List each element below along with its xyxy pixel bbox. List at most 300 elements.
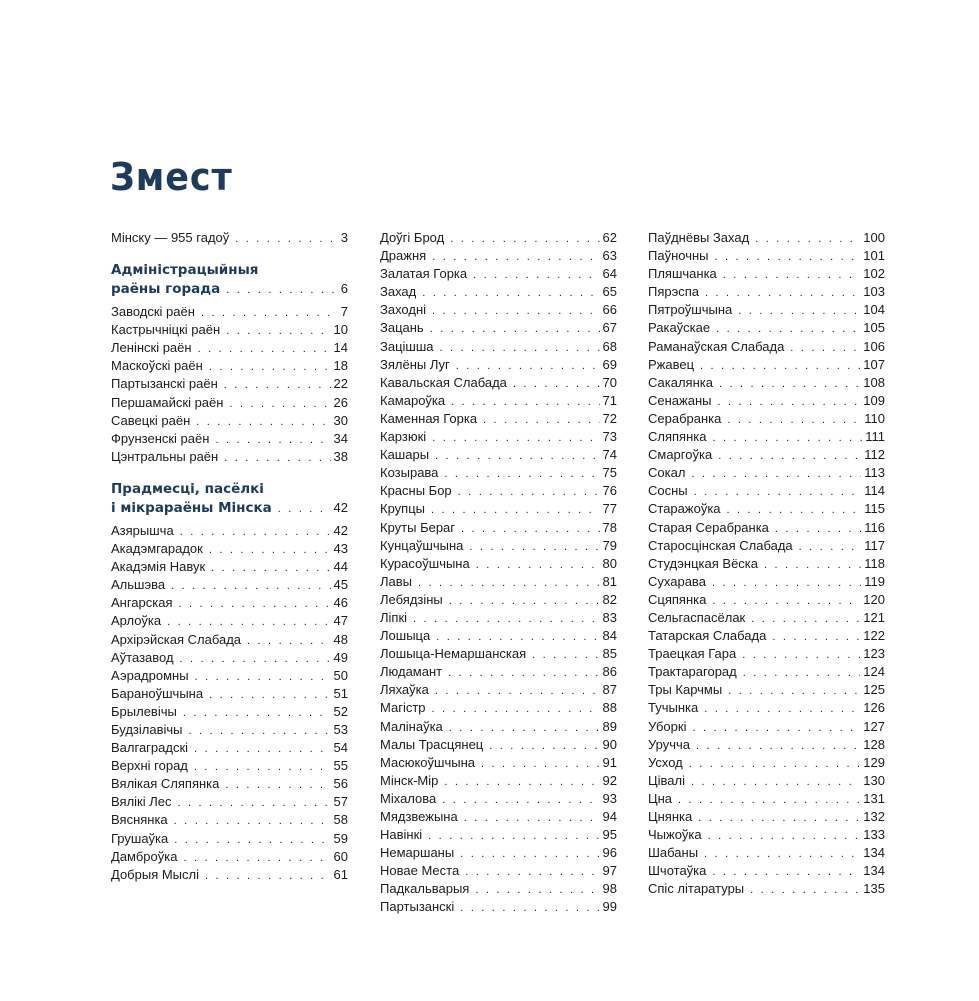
dot-leader [743, 664, 861, 682]
toc-entry-label: Магістр [380, 700, 426, 716]
dot-leader [692, 719, 860, 737]
dot-leader [712, 574, 861, 592]
toc-entry-label: Кашары [380, 447, 430, 463]
dot-leader [700, 357, 860, 375]
toc-entry[interactable] [111, 430, 348, 448]
dot-leader [194, 758, 331, 776]
toc-entry-page: 64 [602, 266, 617, 282]
toc-entry-label: Шчотаўка [648, 863, 707, 879]
toc-entry-label: Архірэйская Слабада [111, 631, 242, 647]
toc-entry[interactable] [380, 265, 617, 283]
toc-entry[interactable] [380, 627, 617, 645]
toc-entry[interactable] [648, 428, 885, 446]
toc-entry[interactable] [380, 464, 617, 482]
dot-leader [728, 682, 860, 700]
toc-entry[interactable] [648, 283, 885, 301]
page-title: Змест [110, 155, 233, 199]
toc-entry[interactable] [648, 555, 885, 573]
dot-leader [689, 755, 861, 773]
toc-entry[interactable] [380, 392, 617, 410]
section-heading-line2[interactable] [111, 499, 348, 518]
dot-leader [704, 700, 860, 718]
toc-entry-page: 123 [863, 646, 885, 662]
toc-entry[interactable] [111, 793, 348, 811]
toc-entry-page: 90 [602, 736, 617, 752]
toc-entry[interactable] [648, 464, 885, 482]
dot-leader [194, 740, 330, 758]
toc-entry-label: Будзілавічы [111, 721, 183, 737]
dot-leader [705, 284, 860, 302]
dot-leader [473, 266, 599, 284]
toc-entry[interactable] [380, 356, 617, 374]
dot-leader [751, 610, 860, 628]
toc-entry[interactable] [111, 848, 348, 866]
toc-entry[interactable] [648, 754, 885, 772]
toc-entry[interactable] [648, 301, 885, 319]
toc-entry-page: 53 [333, 721, 348, 737]
toc-entry[interactable] [111, 811, 348, 829]
toc-entry[interactable] [648, 591, 885, 609]
toc-entry[interactable] [648, 663, 885, 681]
toc-entry-page: 83 [602, 609, 617, 625]
toc-entry-label: Лошыца-Немаршанская [380, 646, 527, 662]
toc-entry-page: 50 [333, 667, 348, 683]
toc-entry-label: Захад [380, 284, 417, 300]
toc-entry-label: Чыжоўка [648, 827, 702, 843]
toc-entry-label: Азярышча [111, 522, 174, 538]
toc-entry-label: Партызанскі раён [111, 376, 218, 392]
dot-leader [226, 322, 330, 340]
toc-entry-page: 38 [333, 448, 348, 464]
toc-entry[interactable] [648, 319, 885, 337]
toc-entry[interactable] [380, 699, 617, 717]
toc-entry[interactable] [111, 558, 348, 576]
toc-entry-label: Партызанскі [380, 899, 455, 915]
dot-leader [460, 899, 599, 917]
toc-entry-label: Кастрычніцкі раён [111, 322, 221, 338]
toc-entry-page: 84 [602, 628, 617, 644]
toc-entry[interactable] [648, 790, 885, 808]
toc-entry[interactable] [111, 229, 348, 247]
toc-entry[interactable] [380, 591, 617, 609]
toc-entry-page: 97 [602, 863, 617, 879]
toc-entry[interactable] [380, 428, 617, 446]
toc-entry[interactable] [648, 374, 885, 392]
section-heading-line2[interactable] [111, 280, 348, 299]
toc-entry[interactable] [648, 736, 885, 754]
toc-entry-page: 126 [863, 700, 885, 716]
toc-entry-label: Студэнцкая Вёска [648, 555, 759, 571]
dot-leader [440, 339, 600, 357]
toc-entry[interactable] [648, 519, 885, 537]
dot-leader [435, 447, 599, 465]
dot-leader [723, 266, 861, 284]
toc-entry[interactable] [648, 356, 885, 374]
toc-entry-label: Грушаўка [111, 830, 169, 846]
toc-entry-label: Кунцаўшчына [380, 537, 464, 553]
dot-leader [174, 831, 330, 849]
toc-entry[interactable] [380, 898, 617, 916]
toc-entry[interactable] [111, 303, 348, 321]
toc-entry[interactable] [648, 681, 885, 699]
toc-entry[interactable] [111, 339, 348, 357]
toc-entry-page: 51 [333, 685, 348, 701]
toc-entry-label: Дамброўка [111, 848, 178, 864]
toc-entry[interactable] [648, 573, 885, 591]
toc-entry-page: 131 [863, 790, 885, 806]
toc-entry-label: Падкальварыя [380, 881, 470, 897]
dot-leader [742, 646, 860, 664]
toc-entry[interactable] [648, 772, 885, 790]
toc-entry[interactable] [380, 718, 617, 736]
toc-entry-page: 42 [333, 522, 348, 538]
toc-entry[interactable] [380, 880, 617, 898]
toc-entry-label: Альшэва [111, 577, 166, 593]
toc-entry-page: 116 [864, 519, 885, 535]
toc-entry[interactable] [380, 319, 617, 337]
dot-leader [727, 411, 861, 429]
dot-leader [247, 632, 331, 650]
toc-section-districts [111, 261, 348, 299]
dot-leader [432, 429, 599, 447]
toc-entry-page: 52 [333, 703, 348, 719]
toc-entry-page: 134 [863, 863, 885, 879]
toc-entry[interactable] [111, 703, 348, 721]
toc-entry-page: 73 [602, 429, 617, 445]
toc-entry-label: Новае Места [380, 863, 460, 879]
dot-leader [209, 358, 331, 376]
toc-entry-page: 92 [602, 772, 617, 788]
toc-entry-label: Курасоўшчына [380, 555, 470, 571]
toc-entry-page: 76 [602, 483, 617, 499]
toc-entry[interactable] [380, 374, 617, 392]
toc-entry-label: Людамант [380, 664, 443, 680]
toc-entry-page: 71 [602, 392, 617, 408]
toc-entry-page: 87 [602, 682, 617, 698]
dot-leader [461, 520, 600, 538]
toc-entry-label: Ляхаўка [380, 682, 429, 698]
toc-entry-page: 3 [340, 230, 348, 245]
toc-entry[interactable] [111, 667, 348, 685]
toc-entry[interactable] [380, 283, 617, 301]
toc-entry-label: Пярэспа [648, 284, 700, 300]
dot-leader [772, 628, 860, 646]
toc-entry[interactable] [380, 229, 617, 247]
toc-entry[interactable] [648, 880, 885, 898]
toc-entry-page: 58 [333, 812, 348, 828]
dot-leader [171, 577, 330, 595]
toc-entry-page: 18 [333, 358, 348, 374]
section-heading-line1[interactable]: Прадмесці, пасёлкі [111, 480, 264, 497]
toc-entry[interactable] [111, 357, 348, 375]
toc-entry-page: 45 [333, 577, 348, 593]
toc-entry[interactable] [380, 772, 617, 790]
dot-leader [178, 794, 331, 812]
toc-entry-page: 62 [602, 230, 617, 245]
toc-entry[interactable] [380, 446, 617, 464]
toc-entry-label: Малы Трасцянец [380, 736, 484, 752]
toc-entry-label: Камароўка [380, 392, 446, 408]
toc-entry[interactable] [648, 808, 885, 826]
toc-entry-label: Серабранка [648, 410, 722, 426]
toc-entry-page: 111 [865, 429, 885, 445]
toc-entry-page: 119 [864, 573, 885, 589]
dot-leader [431, 501, 600, 519]
toc-entry-page: 91 [602, 754, 617, 770]
toc-entry[interactable] [648, 446, 885, 464]
toc-entry[interactable] [380, 681, 617, 699]
toc-entry-label: Лошыца [380, 628, 431, 644]
toc-entry-label: Ленінскі раён [111, 340, 192, 356]
dot-leader [183, 704, 331, 722]
toc-entry-label: Ржавец [648, 356, 695, 372]
toc-entry[interactable] [380, 844, 617, 862]
toc-entry[interactable] [648, 482, 885, 500]
toc-entry-label: Траецкая Гара [648, 646, 737, 662]
toc-entry[interactable] [380, 826, 617, 844]
toc-entry-page: 48 [333, 631, 348, 647]
toc-entry-page: 74 [602, 447, 617, 463]
toc-entry[interactable] [111, 775, 348, 793]
toc-entry[interactable] [380, 555, 617, 573]
toc-entry[interactable] [648, 229, 885, 247]
dot-leader [712, 429, 862, 447]
toc-entry-label: Валгаградскі [111, 740, 189, 756]
dot-leader [755, 230, 860, 248]
dot-leader [719, 375, 860, 393]
toc-entry[interactable] [648, 844, 885, 862]
toc-entry-page: 115 [864, 501, 885, 517]
toc-entry-label: Доўгі Брод [380, 230, 445, 245]
toc-entry[interactable] [111, 448, 348, 466]
toc-entry[interactable] [111, 631, 348, 649]
toc-entry[interactable] [648, 338, 885, 356]
toc-entry-label: Пляшчанка [648, 266, 717, 282]
toc-entry-page: 30 [333, 412, 348, 428]
toc-entry-page: 103 [863, 284, 885, 300]
toc-entry[interactable] [380, 609, 617, 627]
section-heading-page: 6 [340, 281, 348, 297]
toc-entry-label: Маскоўскі раён [111, 358, 203, 374]
dot-leader [224, 376, 331, 394]
toc-entry-label: Старосцінская Слабада [648, 537, 793, 553]
dot-leader [209, 541, 331, 559]
dot-leader [205, 867, 331, 885]
toc-entry[interactable] [111, 540, 348, 558]
toc-entry-label: Старажоўка [648, 501, 721, 517]
toc-entry[interactable] [648, 410, 885, 428]
toc-entry[interactable] [111, 594, 348, 612]
dot-leader [475, 881, 599, 899]
toc-entry[interactable] [648, 500, 885, 518]
dot-leader [209, 686, 330, 704]
dot-leader [698, 809, 860, 827]
dot-leader [712, 863, 860, 881]
dot-leader [460, 845, 599, 863]
section-heading-label: раёны горада [111, 281, 221, 298]
toc-entry[interactable] [111, 739, 348, 757]
toc-entry-label: Акадэмгарадок [111, 541, 203, 557]
toc-entry[interactable] [380, 537, 617, 555]
toc-entry[interactable] [648, 699, 885, 717]
toc-entry[interactable] [111, 375, 348, 393]
toc-entry-label: Аўтазавод [111, 649, 174, 665]
toc-entry-page: 54 [333, 740, 348, 756]
toc-entry[interactable] [380, 754, 617, 772]
toc-entry-label: Пятроўшчына [648, 302, 733, 318]
dot-leader [716, 320, 860, 338]
toc-entry[interactable] [648, 392, 885, 410]
toc-entry-page: 110 [864, 410, 885, 426]
toc-entry[interactable] [648, 537, 885, 555]
dot-leader [188, 722, 330, 740]
dot-leader [183, 849, 330, 867]
toc-entry-label: Зялёны Луг [380, 356, 450, 372]
dot-leader [442, 791, 599, 809]
toc-entry[interactable] [648, 645, 885, 663]
dot-leader [225, 776, 330, 794]
toc-entry[interactable] [380, 519, 617, 537]
toc-entry-label: Фрунзенскі раён [111, 430, 210, 446]
toc-entry-label: Аэрадромны [111, 667, 189, 683]
toc-entry-label: Уручча [648, 736, 691, 752]
toc-entry-label: Сосны [648, 483, 688, 499]
toc-entry-label: Ангарская [111, 595, 173, 611]
toc-entry[interactable] [111, 576, 348, 594]
dot-leader [226, 281, 337, 299]
toc-entry[interactable] [648, 826, 885, 844]
toc-entry-page: 133 [863, 827, 885, 843]
toc-entry[interactable] [380, 862, 617, 880]
dot-leader [790, 339, 860, 357]
toc-entry[interactable] [111, 522, 348, 540]
toc-entry-page: 98 [602, 881, 617, 897]
toc-entry-label: Немаршаны [380, 845, 455, 861]
toc-entry[interactable] [380, 301, 617, 319]
toc-entry-page: 100 [863, 230, 885, 245]
toc-entry-label: Мінск-Мір [380, 772, 439, 788]
toc-entry-page: 106 [863, 338, 885, 354]
toc-entry-page: 121 [863, 609, 885, 625]
toc-entry[interactable] [111, 321, 348, 339]
toc-entry-page: 89 [602, 718, 617, 734]
dot-leader [444, 465, 599, 483]
toc-entry-label: Вялікая Сляпянка [111, 776, 220, 792]
toc-entry-page: 72 [602, 410, 617, 426]
dot-leader [224, 449, 330, 467]
dot-leader [449, 719, 600, 737]
toc-entry-page: 85 [602, 646, 617, 662]
toc-entry[interactable] [648, 718, 885, 736]
toc-entry[interactable] [111, 685, 348, 703]
toc-entry[interactable] [380, 482, 617, 500]
toc-entry-label: Сцяпянка [648, 591, 707, 607]
toc-entry[interactable] [380, 338, 617, 356]
toc-entry-page: 129 [863, 754, 885, 770]
toc-entry[interactable] [380, 247, 617, 265]
toc-entry-label: Зацань [380, 320, 424, 336]
toc-entry-page: 125 [863, 682, 885, 698]
toc-entry[interactable] [380, 500, 617, 518]
toc-entry-page: 132 [863, 809, 885, 824]
toc-entry-label: Татарская Слабада [648, 628, 767, 644]
dot-leader [465, 863, 599, 881]
toc-entry[interactable] [648, 862, 885, 880]
toc-entry[interactable] [111, 649, 348, 667]
toc-entry[interactable] [380, 645, 617, 663]
toc-entry-page: 108 [863, 374, 885, 390]
toc-entry-page: 7 [340, 304, 348, 320]
toc-entry-label: Навінкі [380, 827, 423, 843]
toc-entry[interactable] [380, 573, 617, 591]
toc-entry-label: Спіс літаратуры [648, 881, 745, 897]
dot-leader [436, 628, 599, 646]
toc-entry-page: 65 [602, 284, 617, 300]
toc-entry[interactable] [648, 609, 885, 627]
toc-entry-page: 93 [602, 790, 617, 806]
toc-entry-label: Савецкі раён [111, 412, 191, 428]
dot-leader [727, 501, 862, 519]
toc-entry-label: Лавы [380, 573, 413, 589]
toc-entry[interactable] [380, 663, 617, 681]
dot-leader [775, 520, 861, 538]
toc-entry-label: Раманаўская Слабада [648, 338, 785, 354]
toc-entry[interactable] [111, 612, 348, 630]
toc-entry[interactable] [648, 247, 885, 265]
toc-entry-label: Цэнтральны раён [111, 448, 219, 464]
toc-entry-page: 105 [863, 320, 885, 336]
toc-entry-label: Тры Карчмы [648, 682, 723, 698]
dot-leader [738, 302, 860, 320]
toc-entry-label: Бараноўшчына [111, 685, 204, 701]
toc-entry-page: 122 [863, 628, 885, 644]
toc-entry[interactable] [111, 721, 348, 739]
toc-entry-page: 135 [863, 881, 885, 897]
toc-entry[interactable] [111, 757, 348, 775]
toc-entry[interactable] [111, 412, 348, 430]
toc-entry[interactable] [111, 866, 348, 884]
toc-entry[interactable] [111, 830, 348, 848]
toc-entry-page: 10 [333, 322, 348, 338]
dot-leader [432, 248, 599, 266]
toc-entry[interactable] [648, 627, 885, 645]
toc-entry-label: Сакалянка [648, 374, 713, 390]
dot-leader [694, 483, 862, 501]
toc-entry-label: Крупцы [380, 501, 425, 517]
toc-entry-page: 67 [602, 320, 617, 336]
dot-leader [278, 500, 331, 518]
toc-entry-label: Смаргоўка [648, 447, 713, 463]
dot-leader [691, 465, 861, 483]
toc-entry[interactable] [380, 790, 617, 808]
dot-leader [678, 791, 860, 809]
dot-leader [764, 556, 861, 574]
section-heading-line1[interactable]: Адміністрацыйныя [111, 262, 259, 279]
dot-leader [413, 610, 599, 628]
toc-entry-page: 82 [602, 591, 617, 607]
toc-entry-label: Мядзвежына [380, 809, 458, 824]
toc-entry[interactable] [380, 808, 617, 826]
toc-entry[interactable] [380, 410, 617, 428]
toc-entry-page: 77 [602, 501, 617, 517]
toc-entry-page: 60 [333, 848, 348, 864]
toc-entry[interactable] [380, 736, 617, 754]
toc-entry-label: Малінаўка [380, 718, 443, 734]
toc-entry[interactable] [648, 265, 885, 283]
dot-leader [708, 827, 861, 845]
toc-entry-page: 70 [602, 374, 617, 390]
toc-entry[interactable] [111, 394, 348, 412]
